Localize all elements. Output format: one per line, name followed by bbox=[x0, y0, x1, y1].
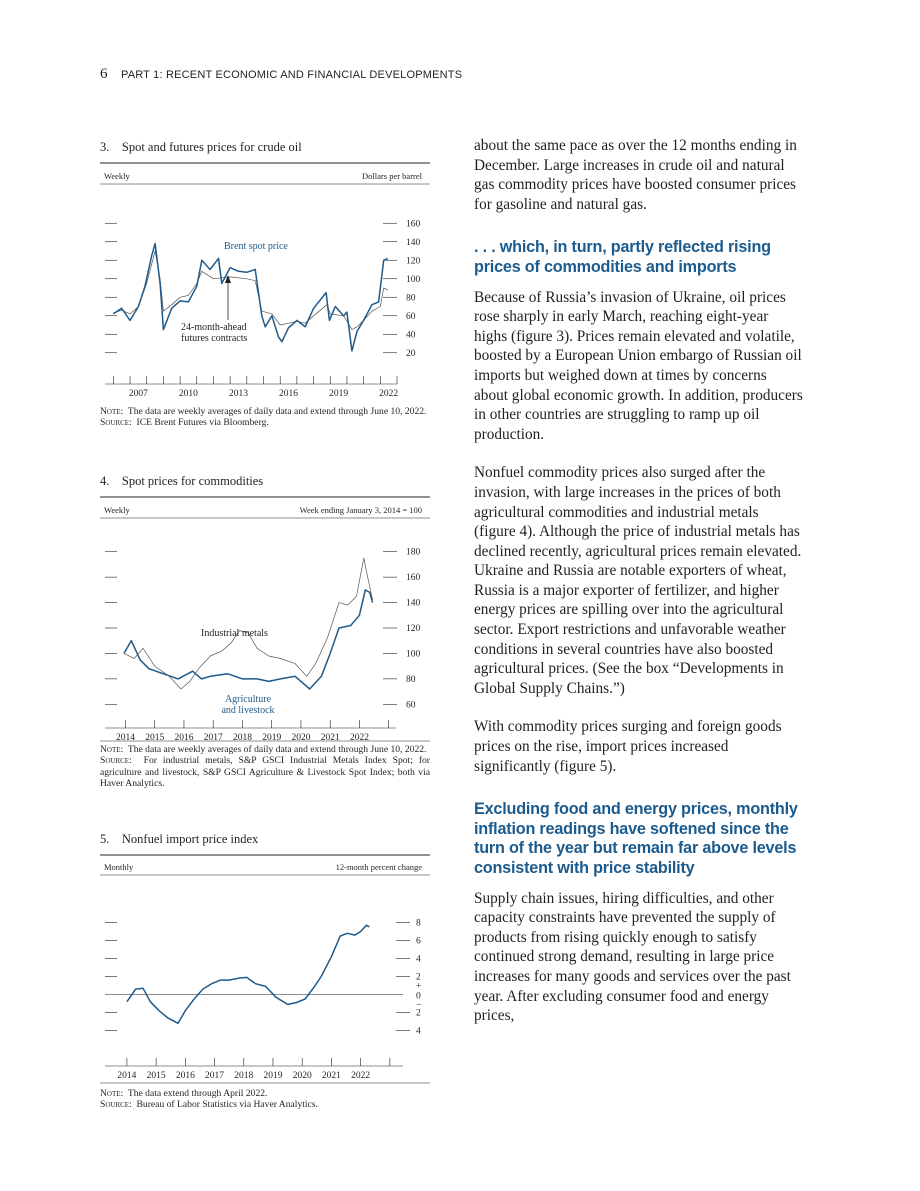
x-tick-label: 2016 bbox=[175, 1071, 195, 1081]
running-head bbox=[100, 66, 462, 83]
series-line bbox=[113, 251, 388, 330]
figure-5-notes bbox=[100, 1088, 430, 1111]
x-tick-label: 2019 bbox=[262, 733, 282, 742]
units-label: Week ending January 3, 2014 = 100 bbox=[299, 505, 422, 515]
source-label: Source: bbox=[100, 755, 132, 767]
x-axis-ticks bbox=[127, 1058, 390, 1066]
left-y-ticks bbox=[105, 552, 117, 705]
x-tick-label: 2015 bbox=[146, 1071, 166, 1081]
y-tick-labels bbox=[406, 219, 421, 359]
x-tick-label: 2014 bbox=[117, 1071, 137, 1081]
figure-5-title: 5. Nonfuel import price index bbox=[100, 832, 259, 846]
paragraph-4: With commodity prices surging and foreign goods prices on the rise, import prices increased significantly (figure 5). bbox=[474, 718, 782, 775]
section-title: PART 1: RECENT ECONOMIC AND FINANCIAL DEVELOPMENTS bbox=[120, 69, 463, 81]
y-tick-label: 160 bbox=[406, 219, 421, 230]
note-text: The data extend through April 2022. bbox=[127, 1088, 268, 1099]
x-tick-label: 2022 bbox=[351, 1071, 371, 1081]
note-label: Note: bbox=[100, 406, 124, 417]
y-tick-label: 80 bbox=[406, 293, 416, 304]
y-tick-label: 60 bbox=[406, 700, 416, 711]
y-tick-labels bbox=[416, 919, 421, 1037]
series-layer bbox=[113, 244, 388, 351]
note-label: Note: bbox=[100, 744, 124, 755]
series-line bbox=[124, 590, 373, 689]
source-text: Bureau of Labor Statistics via Haver Analytics. bbox=[136, 1099, 318, 1111]
series-layer bbox=[127, 925, 370, 1023]
figure-4 bbox=[100, 474, 430, 804]
zero-minus-sign: − bbox=[416, 1000, 422, 1011]
x-tick-label: 2014 bbox=[115, 733, 135, 742]
x-axis-ticks bbox=[125, 720, 388, 728]
y-tick-label: 2 bbox=[416, 972, 421, 983]
x-tick-label: 2019 bbox=[329, 389, 349, 398]
figure-4-note bbox=[100, 744, 430, 755]
figure-5-source bbox=[100, 1099, 430, 1110]
source-text: ICE Brent Futures via Bloomberg. bbox=[136, 417, 269, 429]
frequency-label: Monthly bbox=[104, 862, 134, 872]
paragraph-5: Supply chain issues, hiring difficulties, and other capacity constraints have prevented the supply of products from rising quickly enough to satisfy continued strong demand, resulting in large price increases for many goods and services over the past year. After excluding consumer food and energy prices, bbox=[474, 889, 791, 1025]
paragraph-1: about the same pace as over the 12 months ending in December. Large increases in crude oil and natural gas commodity prices have boosted consumer prices for gasoline and natural gas. bbox=[474, 137, 797, 213]
annotation-brent-spot-price: Brent spot price bbox=[224, 241, 288, 252]
y-tick-label: 100 bbox=[406, 649, 421, 660]
y-tick-label: 160 bbox=[406, 573, 421, 584]
figure-3-chart bbox=[100, 162, 430, 398]
y-tick-label: 4 bbox=[416, 954, 421, 965]
y-tick-label: 80 bbox=[406, 674, 416, 685]
figure-3-note bbox=[100, 406, 430, 417]
right-y-ticks bbox=[396, 923, 410, 1031]
y-tick-label: 120 bbox=[406, 624, 421, 634]
y-tick-label: 60 bbox=[406, 311, 416, 322]
page-number: 6 bbox=[100, 66, 108, 82]
x-tick-label: 2010 bbox=[178, 389, 198, 398]
x-tick-label: 2022 bbox=[379, 389, 399, 398]
x-tick-label: 2016 bbox=[174, 733, 194, 742]
y-tick-label: 140 bbox=[406, 598, 421, 609]
x-tick-label: 2018 bbox=[234, 1071, 254, 1081]
annotation-futures-line1: 24-month-ahead bbox=[181, 322, 247, 333]
note-label: Note: bbox=[100, 1088, 124, 1099]
y-tick-label: 20 bbox=[406, 348, 416, 359]
source-label: Source: bbox=[100, 1099, 132, 1111]
x-axis-labels bbox=[116, 733, 369, 742]
frequency-label: Weekly bbox=[104, 171, 130, 181]
x-tick-label: 2021 bbox=[320, 733, 340, 742]
x-tick-label: 2021 bbox=[321, 1071, 341, 1081]
note-text: The data are weekly averages of daily data and extend through June 10, 2022. bbox=[127, 406, 427, 417]
figure-4-notes bbox=[100, 744, 430, 790]
y-tick-label: 2 bbox=[416, 1008, 421, 1019]
y-tick-label: 8 bbox=[416, 918, 421, 929]
figure-5-chart bbox=[100, 854, 430, 1084]
series-line bbox=[127, 925, 370, 1023]
subheading-core-inflation: Excluding food and energy prices, monthly inflation readings have softened since the turn of the year but remain far above levels consistent with price stability bbox=[474, 800, 798, 877]
left-y-ticks bbox=[105, 223, 117, 353]
x-tick-label: 2022 bbox=[349, 733, 369, 742]
right-y-ticks bbox=[383, 223, 397, 353]
figure-4-source bbox=[100, 755, 430, 789]
x-axis-ticks bbox=[113, 376, 397, 384]
x-tick-label: 2016 bbox=[279, 389, 299, 398]
x-tick-label: 2020 bbox=[292, 1071, 312, 1081]
annotation-agriculture-line1: Agriculture bbox=[224, 694, 272, 705]
x-tick-label: 2015 bbox=[145, 733, 165, 742]
figure-3 bbox=[100, 140, 430, 450]
figure-5 bbox=[100, 832, 430, 1122]
y-tick-label: 140 bbox=[406, 237, 421, 248]
body-text-column bbox=[474, 136, 804, 1026]
x-tick-label: 2020 bbox=[291, 733, 311, 742]
note-text: The data are weekly averages of daily data and extend through June 10, 2022. bbox=[127, 744, 427, 755]
series-layer bbox=[124, 558, 373, 689]
series-line bbox=[124, 558, 373, 689]
frequency-label: Weekly bbox=[104, 505, 130, 515]
y-tick-label: 100 bbox=[406, 274, 421, 285]
series-line bbox=[113, 244, 388, 351]
units-label: 12-month percent change bbox=[335, 862, 422, 872]
y-tick-labels bbox=[406, 548, 421, 711]
annotation-agriculture-line2: and livestock bbox=[221, 705, 275, 716]
figure-5-note bbox=[100, 1088, 430, 1099]
x-tick-label: 2019 bbox=[263, 1071, 283, 1081]
y-tick-label: 40 bbox=[406, 330, 416, 341]
annotation-arrow bbox=[225, 275, 231, 320]
x-tick-label: 2017 bbox=[203, 733, 223, 742]
left-y-ticks bbox=[105, 923, 117, 1031]
source-label: Source: bbox=[100, 417, 132, 429]
zero-label: 0 bbox=[416, 991, 421, 1002]
y-tick-label: 6 bbox=[416, 936, 421, 947]
x-axis-labels bbox=[117, 1071, 370, 1081]
x-tick-label: 2007 bbox=[128, 389, 148, 398]
zero-plus-sign: + bbox=[416, 981, 422, 992]
figure-4-title: 4. Spot prices for commodities bbox=[100, 474, 264, 488]
y-tick-label: 4 bbox=[416, 1026, 421, 1037]
figure-3-source bbox=[100, 417, 430, 428]
subheading-commodities-imports: . . . which, in turn, partly reflected rising prices of commodities and imports bbox=[474, 238, 771, 276]
figure-4-chart bbox=[100, 496, 430, 742]
figure-3-title: 3. Spot and futures prices for crude oil bbox=[100, 140, 302, 154]
y-tick-label: 180 bbox=[406, 547, 421, 558]
source-text: For industrial metals, S&P GSCI Industrial Metals Index Spot; for agriculture and livestock, S&P GSCI Agriculture & Livestock Spot Index; both via Haver Analytics. bbox=[100, 755, 430, 790]
y-tick-label: 120 bbox=[406, 256, 421, 267]
paragraph-3: Nonfuel commodity prices also surged after the invasion, with large increases in the prices of both agricultural commodities and industrial metals (figure 4). Although the price of industrial metals has declined recently, agricultural prices remain elevated. Ukraine and Russia are notable exporters of wheat, Russia is a major exporter of fertilizer, and higher energy prices are spilling over into the agricultural sector. Export restrictions and unfavorable weather conditions in several countries have also boosted agricultural prices. (See the box “Developments in Global Supply Chains.”) bbox=[474, 464, 802, 697]
x-tick-label: 2017 bbox=[205, 1071, 225, 1081]
figure-3-notes bbox=[100, 406, 430, 429]
annotation-industrial-metals: Industrial metals bbox=[201, 628, 268, 639]
paragraph-2: Because of Russia’s invasion of Ukraine, oil prices rose sharply in early March, reaching eight-year highs (figure 3). Prices remain elevated and volatile, boosted by a European Union embargo of Russian oil imports but weighed down at times by concerns about global economic growth. In addition, producers in other countries are struggling to ramp up oil production. bbox=[474, 288, 803, 443]
units-label: Dollars per barrel bbox=[362, 171, 422, 181]
x-axis-labels bbox=[129, 389, 399, 398]
x-tick-label: 2013 bbox=[228, 389, 248, 398]
right-y-ticks bbox=[383, 552, 397, 705]
x-tick-label: 2018 bbox=[232, 733, 252, 742]
annotation-futures-line2: futures contracts bbox=[181, 333, 248, 344]
